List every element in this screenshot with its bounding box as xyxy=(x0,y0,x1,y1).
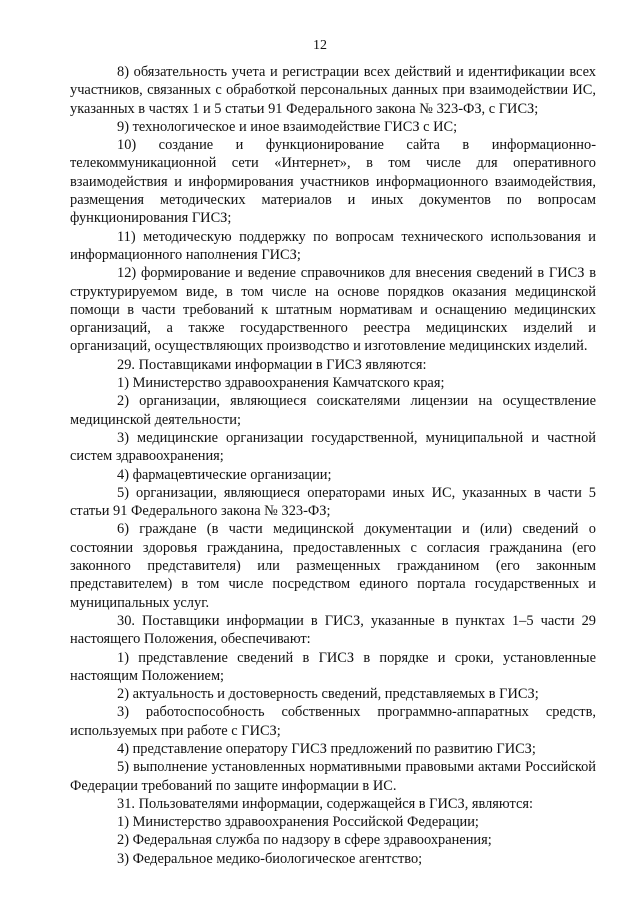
paragraph: 4) фармацевтические организации; xyxy=(117,466,332,483)
paragraph: 12) формирование и ведение справочников для внесения сведений в ГИСЗ в структурируемом виде, в том числе на основе порядков оказания медицинской помощи в части требований к штатным нормативам и оснащению медицинских организаций, а также государственного реестра медицинских изделий и организаций, осуществляющих производство и изготовление медицинских изделий. xyxy=(70,265,596,355)
paragraph: 10) создание и функционирование сайта в информационно-телекоммуникационной сети «Интернет», в том числе для оперативного взаимодействия и информирования участников информационного взаимодействия, размещения методических материалов и иных документов по вопросам функционирования ГИСЗ; xyxy=(70,137,596,227)
paragraph: 1) Министерство здравоохранения Камчатского края; xyxy=(117,375,445,392)
section-heading: 30. Поставщики информации в ГИСЗ, указанные в пунктах 1–5 части 29 настоящего Положения, обеспечивают: xyxy=(70,612,596,648)
paragraph: 4) представление оператору ГИСЗ предложений по развитию ГИСЗ; xyxy=(117,740,536,757)
paragraph: 3) медицинские организации государственной, муниципальной и частной систем здравоохранения; xyxy=(70,429,596,465)
section-heading: 29. Поставщиками информации в ГИСЗ являются: xyxy=(117,356,427,373)
document-body xyxy=(70,63,596,868)
paragraph: 2) Федеральная служба по надзору в сфере здравоохранения; xyxy=(117,832,492,849)
page-number: 12 xyxy=(313,38,327,53)
paragraph: 3) Федеральное медико-биологическое агентство; xyxy=(117,850,423,867)
paragraph: 3) работоспособность собственных программно-аппаратных средств, используемых при работе с ГИСЗ; xyxy=(70,704,596,739)
paragraph: 2) организации, являющиеся соискателями лицензии на осуществление медицинской деятельности; xyxy=(70,393,596,428)
paragraph: 2) актуальность и достоверность сведений, представляемых в ГИСЗ; xyxy=(117,686,539,703)
paragraph: 1) представление сведений в ГИСЗ в порядке и сроки, установленные настоящим Положением; xyxy=(70,649,596,684)
paragraph: 5) организации, являющиеся операторами иных ИС, указанных в части 5 статьи 91 Федерального закона № 323-ФЗ; xyxy=(70,484,596,520)
paragraph: 11) методическую поддержку по вопросам технического использования и информационного наполнения ГИСЗ; xyxy=(70,228,596,263)
paragraph: 8) обязательность учета и регистрации всех действий и идентификации всех участников, связанных с обработкой персональных данных при взаимодействии ИС, указанных в частях 1 и 5 статьи 91 Федерального закона № 323-ФЗ, с ГИСЗ; xyxy=(70,64,596,117)
section-heading: 31. Пользователями информации, содержащейся в ГИСЗ, являются: xyxy=(117,795,533,812)
paragraph: 6) граждане (в части медицинской документации и (или) сведений о состоянии здоровья гражданина, предоставленных с согласия гражданина (его законного представителя) или размещенных гражданином (его законным представителем) в том числе посредством единого портала государственных и муниципальных услуг. xyxy=(70,521,596,611)
paragraph: 1) Министерство здравоохранения Российской Федерации; xyxy=(117,814,479,831)
paragraph: 5) выполнение установленных нормативными правовыми актами Российской Федерации требований по защите информации в ИС. xyxy=(70,759,596,794)
paragraph: 9) технологическое и иное взаимодействие ГИСЗ с ИС; xyxy=(117,118,458,135)
